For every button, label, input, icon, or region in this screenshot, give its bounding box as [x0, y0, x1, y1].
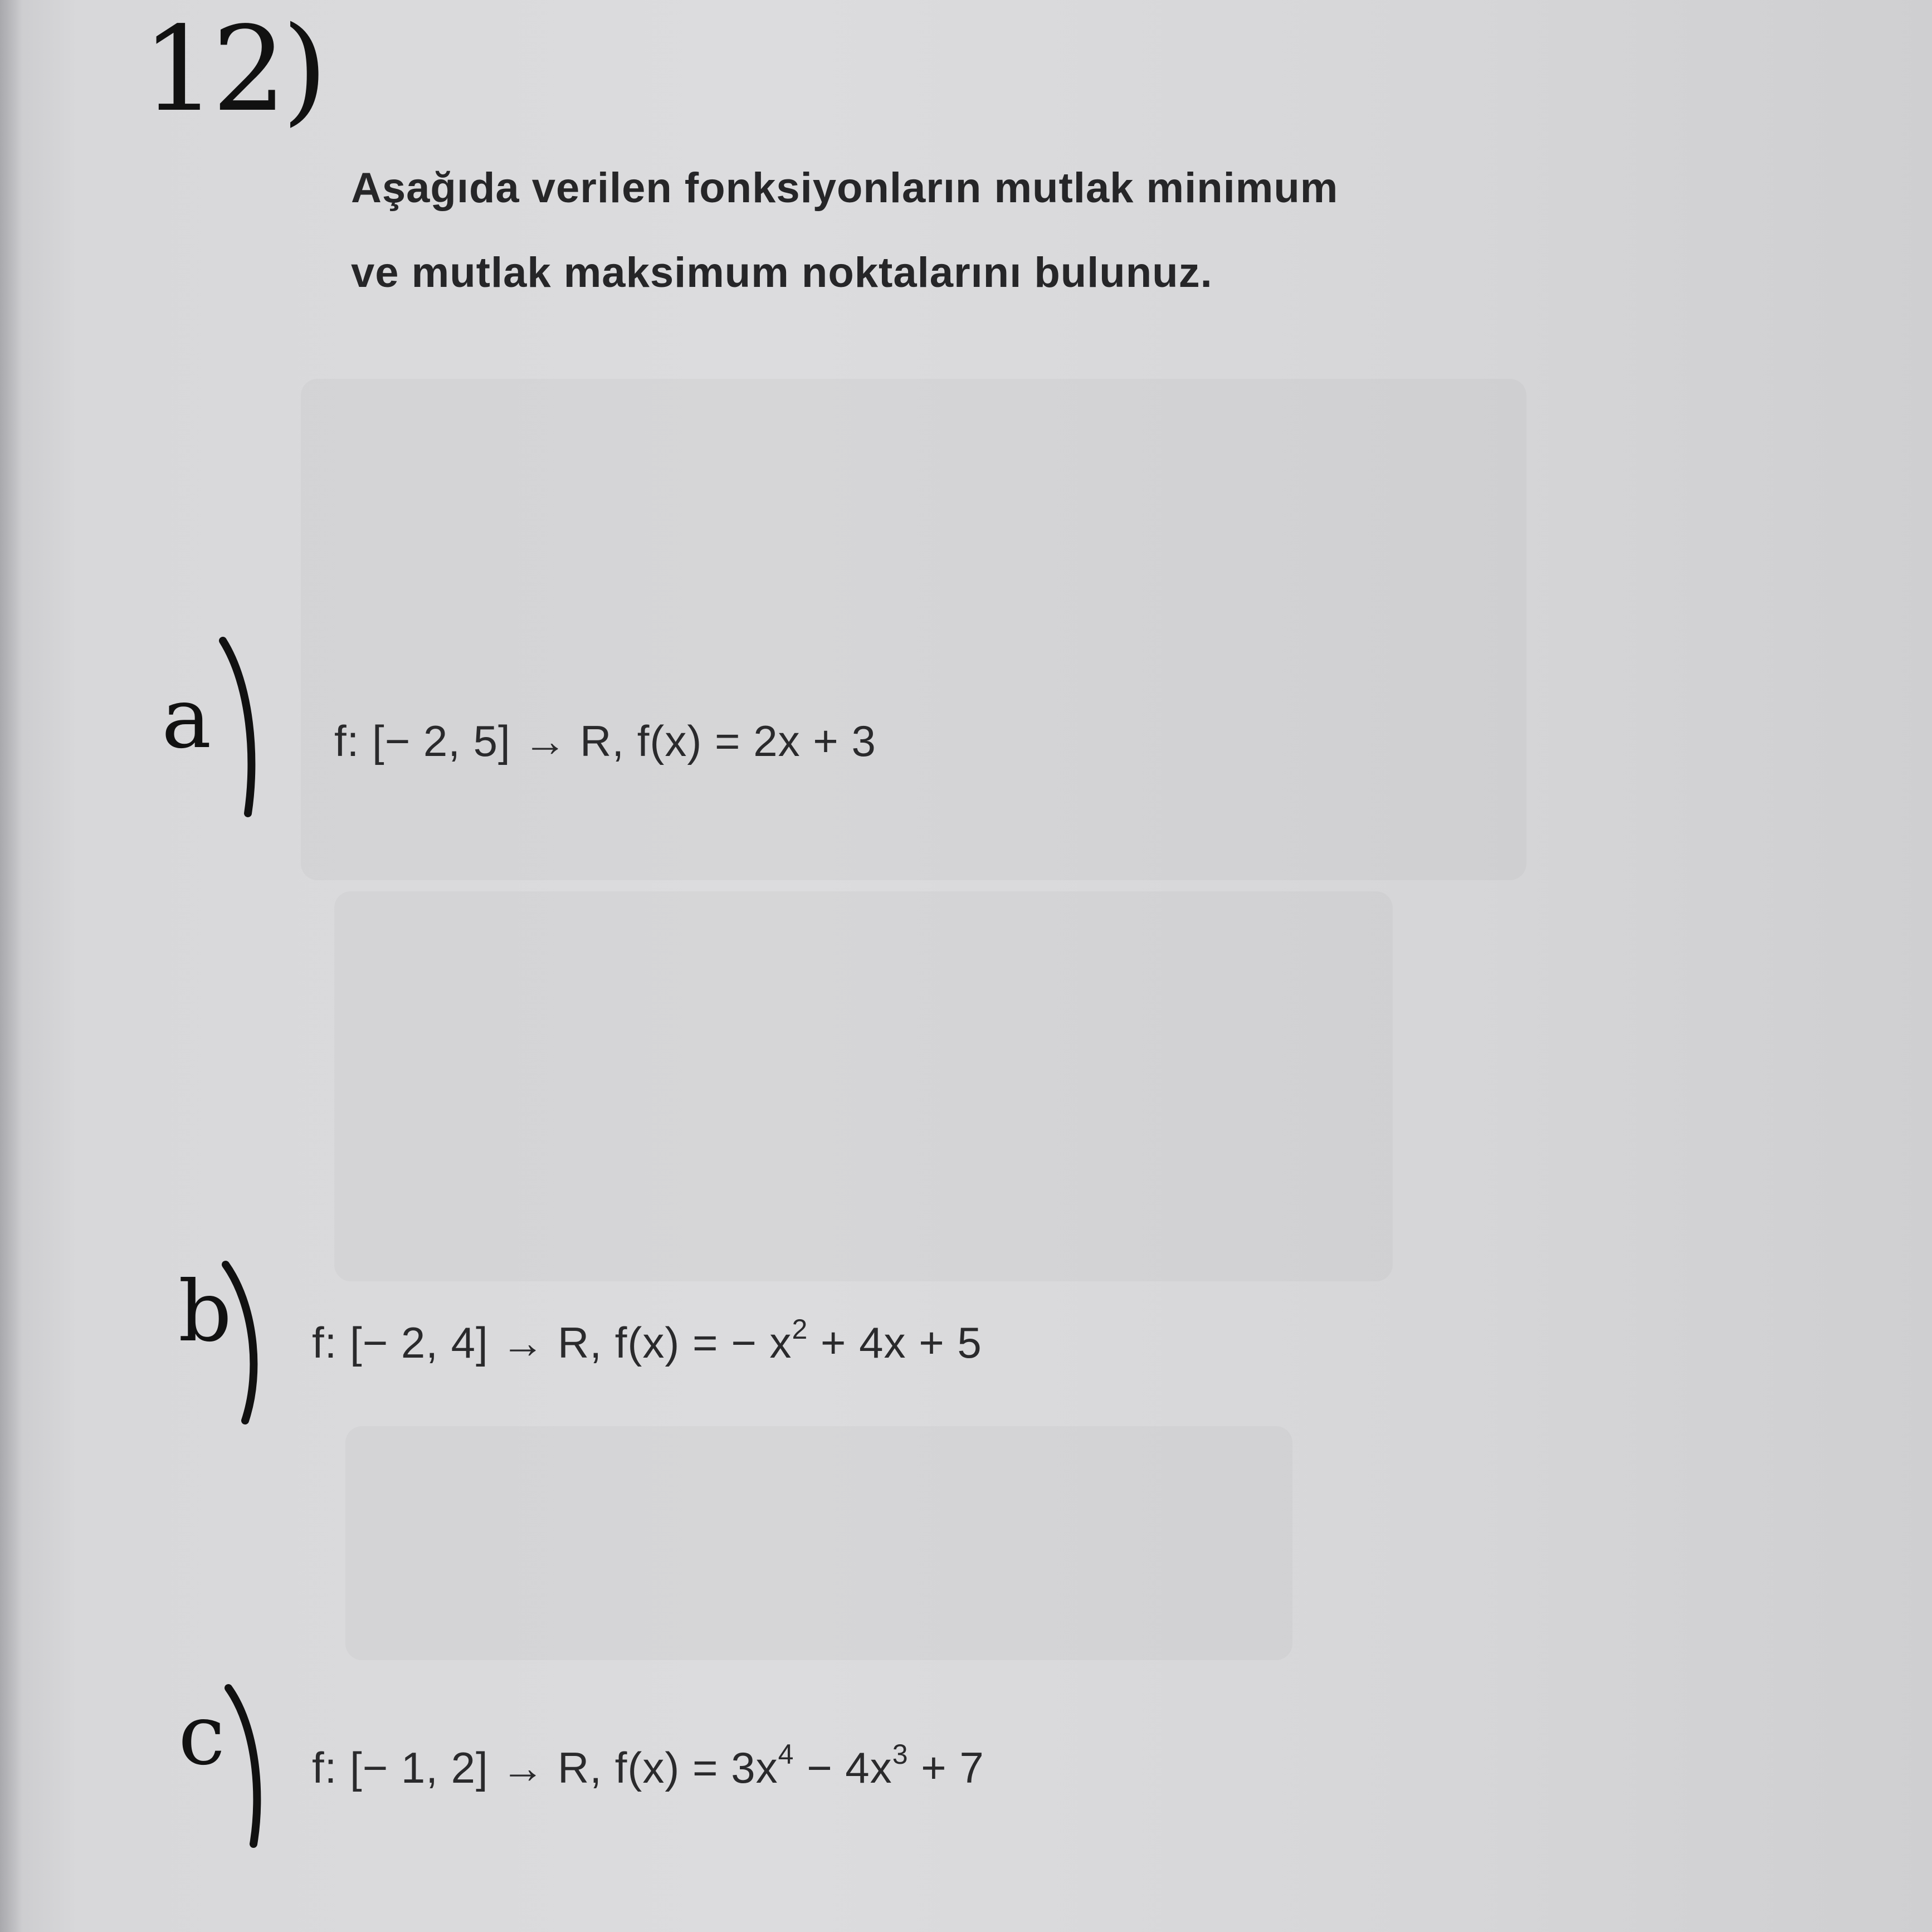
problem-c-suffix: + 7 — [908, 1743, 984, 1792]
problem-c-exponent-2: 3 — [892, 1739, 909, 1770]
instruction-line-1: Aşağıda verilen fonksiyonların mutlak minimum — [351, 164, 1339, 212]
problem-b-prefix: f: [− 2, 4] → R, f(x) = − x — [312, 1318, 792, 1367]
bleed-through-shadow — [334, 891, 1393, 1281]
problem-b-suffix: + 4x + 5 — [808, 1318, 982, 1367]
bleed-through-shadow — [345, 1426, 1292, 1660]
handwritten-paren-a — [217, 635, 267, 819]
instruction-line-2: ve mutlak maksimum noktalarını bulunuz. — [351, 249, 1213, 296]
problem-b-exponent: 2 — [792, 1314, 808, 1345]
problem-a-formula: f: [− 2, 5] → R, f(x) = 2x + 3 — [334, 716, 876, 765]
page-edge-shadow — [0, 0, 22, 1932]
problem-b-formula — [312, 1314, 982, 1368]
problem-c-exponent-1: 4 — [778, 1739, 794, 1770]
handwritten-paren-b — [220, 1259, 270, 1426]
instruction-text — [351, 146, 1577, 315]
handwritten-question-number: 12) — [142, 1, 324, 138]
problem-c-prefix: f: [− 1, 2] → R, f(x) = 3x — [312, 1743, 778, 1792]
bleed-through-shadow — [301, 379, 1526, 880]
handwritten-part-b-label: b — [178, 1263, 232, 1360]
handwritten-part-c-label: c — [178, 1687, 226, 1784]
handwritten-part-a-label: a — [162, 670, 212, 767]
problem-c-formula — [312, 1739, 984, 1793]
handwritten-paren-c — [223, 1682, 273, 1850]
problem-c-middle: − 4x — [794, 1743, 892, 1792]
